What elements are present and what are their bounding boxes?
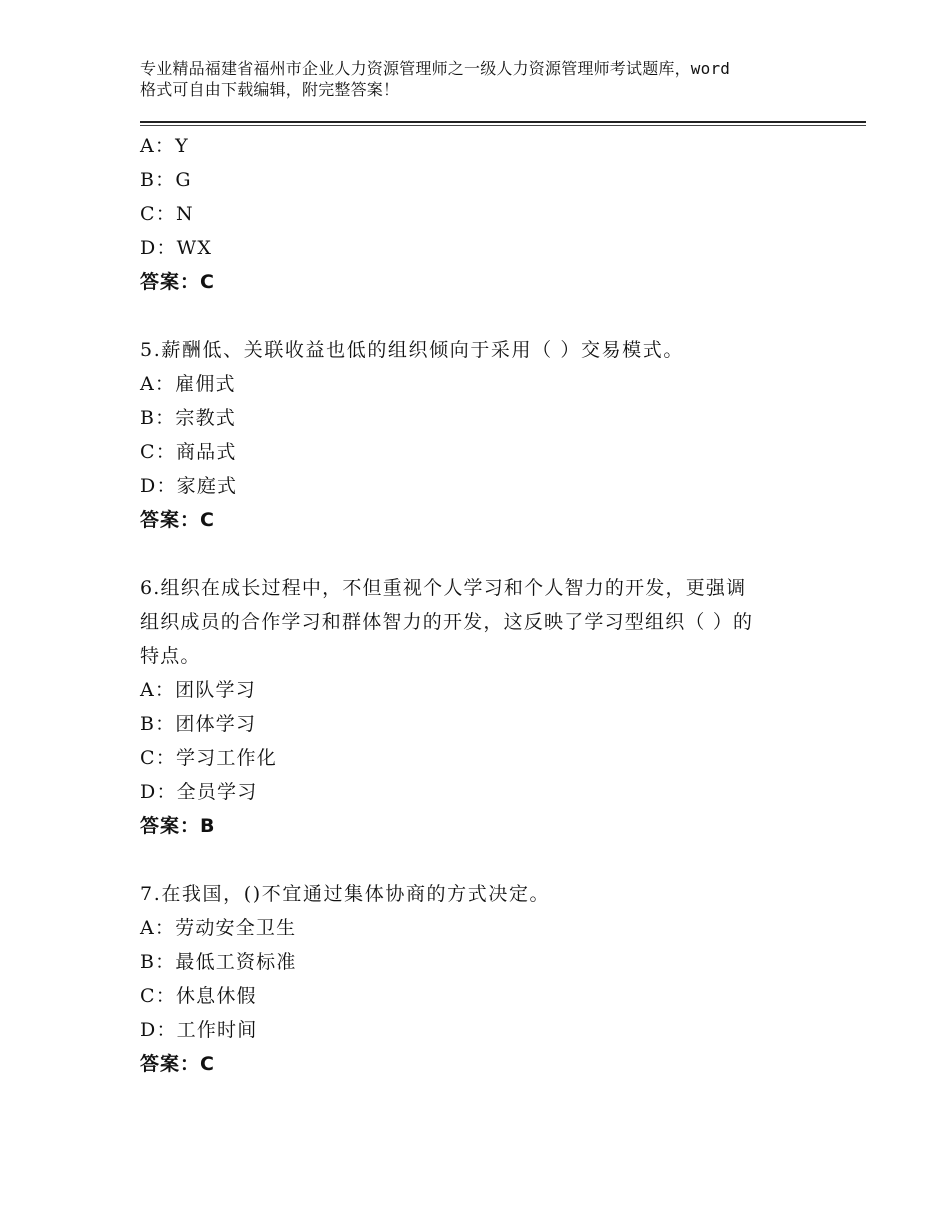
spacer xyxy=(140,299,840,333)
spacer xyxy=(140,843,840,877)
question-block-5 xyxy=(140,333,840,537)
question-block-7 xyxy=(140,877,840,1081)
option-a: A：雇佣式 xyxy=(140,373,236,395)
option-c: C：学习工作化 xyxy=(140,747,277,769)
option-c: C：商品式 xyxy=(140,441,237,463)
option-b: B：G xyxy=(140,169,192,191)
header-line-2: 格式可自由下载编辑，附完整答案！ xyxy=(140,80,400,99)
question-text-line-3: 特点。 xyxy=(140,645,201,667)
option-b: B：宗教式 xyxy=(140,407,236,429)
option-a: A：团队学习 xyxy=(140,679,256,701)
option-d: D：家庭式 xyxy=(140,475,238,497)
answer-line: 答案：C xyxy=(140,1053,215,1075)
question-block-4 xyxy=(140,129,840,299)
answer-line: 答案：C xyxy=(140,271,215,293)
option-d: D：WX xyxy=(140,237,213,259)
answer-line: 答案：C xyxy=(140,509,215,531)
option-a: A：Y xyxy=(140,135,189,157)
question-text: 7.在我国，()不宜通过集体协商的方式决定。 xyxy=(140,883,551,905)
option-b: B：团体学习 xyxy=(140,713,257,735)
header-line-1: 专业精品福建省福州市企业人力资源管理师之一级人力资源管理师考试题库，word xyxy=(140,59,731,78)
header-divider-thick xyxy=(140,121,866,123)
question-text-line-2: 组织成员的合作学习和群体智力的开发，这反映了学习型组织（ ）的 xyxy=(140,611,754,633)
answer-line: 答案：B xyxy=(140,815,216,837)
option-d: D：全员学习 xyxy=(140,781,258,803)
option-c: C：N xyxy=(140,203,194,225)
option-b: B：最低工资标准 xyxy=(140,951,297,973)
spacer xyxy=(140,537,840,571)
document-header xyxy=(140,58,840,100)
option-c: C：休息休假 xyxy=(140,985,257,1007)
question-list xyxy=(140,129,840,1081)
option-d: D：工作时间 xyxy=(140,1019,258,1041)
question-text: 5.薪酬低、关联收益也低的组织倾向于采用（ ）交易模式。 xyxy=(140,339,684,361)
option-a: A：劳动安全卫生 xyxy=(140,917,297,939)
header-divider-thin xyxy=(140,125,866,126)
question-block-6 xyxy=(140,571,840,843)
question-text-line-1: 6.组织在成长过程中，不但重视个人学习和个人智力的开发，更强调 xyxy=(140,577,747,599)
